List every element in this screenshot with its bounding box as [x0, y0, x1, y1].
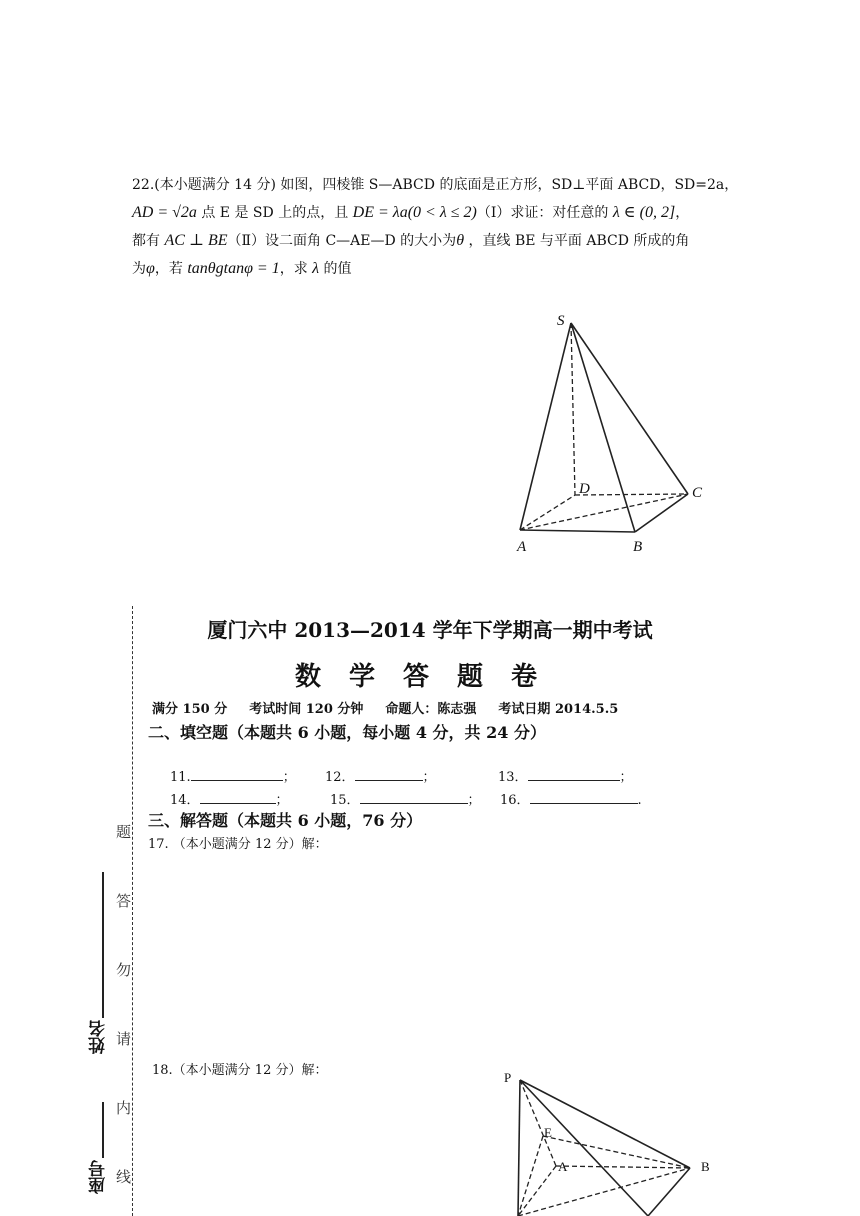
question-17-label: 17. （本小题满分 12 分）解：: [148, 837, 328, 852]
edge-a-left: [518, 1166, 556, 1216]
label-b: B: [633, 539, 643, 555]
q22-text: 为: [132, 261, 146, 277]
edge-sc: [571, 323, 688, 494]
math-lambda-range: λ ∈ (0, 2]: [612, 204, 676, 221]
answer-line[interactable]: [200, 791, 276, 804]
label-p: P: [504, 1070, 512, 1085]
question-22: [132, 172, 742, 283]
label-b-2: B: [701, 1159, 710, 1174]
edge-ab: [520, 530, 635, 532]
margin-char: 请: [116, 1030, 132, 1048]
blank-number: 16．: [500, 793, 530, 808]
label-a-2: A: [558, 1159, 568, 1174]
blank-16[interactable]: [500, 789, 642, 808]
blank-11[interactable]: [170, 766, 296, 785]
info-author: 命题人：陈志强: [385, 702, 477, 717]
edge-sa: [520, 323, 571, 530]
seat-label: 座号: [89, 1160, 109, 1194]
q22-line-4: [132, 255, 742, 283]
blank-separator: ；: [282, 770, 296, 785]
blank-separator: ；: [619, 770, 633, 785]
blank-number: 12．: [325, 770, 355, 785]
q22-text: （Ⅰ）求证：对任意的: [476, 205, 613, 221]
edge-sd: [571, 323, 575, 495]
answer-line[interactable]: [530, 791, 638, 804]
info-date: 考试日期 2014.5.5: [498, 702, 619, 717]
seat-field-line[interactable]: [102, 1102, 104, 1158]
answer-line[interactable]: [528, 768, 620, 781]
pyramid-figure-p: [498, 1066, 728, 1216]
label-c: C: [692, 485, 703, 501]
blank-15[interactable]: [330, 789, 481, 808]
q22-text: 都有: [132, 233, 165, 249]
info-score: 满分 150 分: [152, 702, 228, 717]
label-a: A: [517, 539, 527, 555]
label-d: D: [579, 481, 590, 497]
section-2-heading: 二、填空题（本题共 6 小题，每小题 4 分，共 24 分）: [148, 723, 546, 742]
q22-text: ，求: [279, 261, 313, 277]
blank-14[interactable]: [170, 789, 289, 808]
pyramid-figure-s-abcd: [500, 305, 730, 565]
binding-dashed-line: [132, 606, 133, 1216]
edge-sb: [571, 323, 635, 532]
answer-sheet-title: 数学答题卷: [294, 662, 565, 692]
blank-12[interactable]: [325, 766, 436, 785]
margin-char: 题: [116, 823, 132, 841]
edge-pb: [520, 1080, 690, 1168]
math-theta: θ: [456, 232, 465, 249]
margin-char: 线: [116, 1168, 132, 1186]
q22-line-3: [132, 227, 742, 255]
math-ad: AD = √2a: [132, 204, 197, 221]
blank-number: 11.: [170, 770, 191, 785]
math-de: DE = λa(0 < λ ≤ 2): [352, 204, 477, 221]
edge-base-right: [648, 1168, 690, 1216]
blank-number: 13．: [498, 770, 528, 785]
margin-char: 内: [116, 1099, 132, 1117]
label-e: E: [544, 1125, 552, 1140]
q22-text: 的值: [319, 261, 352, 277]
q22-text: ，: [675, 205, 690, 221]
math-lambda: λ: [312, 260, 320, 277]
edge-dc: [575, 494, 688, 495]
q22-text: 点 E 是 SD 上的点，且: [196, 205, 353, 221]
math-phi: φ: [146, 260, 155, 277]
edge-p-left: [518, 1080, 520, 1216]
blank-number: 15．: [330, 793, 360, 808]
math-ac-perp-be: AC ⊥ BE: [164, 232, 228, 249]
answer-line[interactable]: [355, 768, 423, 781]
info-time: 考试时间 120 分钟: [249, 702, 364, 717]
blank-number: 14．: [170, 793, 200, 808]
blank-separator: ；: [467, 793, 481, 808]
margin-char: 勿: [116, 961, 132, 979]
section-3-heading: 三、解答题（本题共 6 小题，76 分）: [148, 811, 423, 830]
question-18-label: 18.（本小题满分 12 分）解：: [152, 1063, 328, 1078]
q22-line-1: 22.(本小题满分 14 分) 如图，四棱锥 S—ABCD 的底面是正方形，SD⊥平面 ABCD，SD=2a，: [132, 177, 739, 193]
blank-separator: ；: [422, 770, 436, 785]
exam-info: [152, 698, 618, 717]
q22-text: （Ⅱ）设二面角 C—AE—D 的大小为: [227, 233, 457, 249]
diagonal-base: [518, 1168, 690, 1216]
segment-e-left: [518, 1136, 543, 1216]
blank-separator: ；: [275, 793, 289, 808]
blank-13[interactable]: [498, 766, 633, 785]
margin-char: 答: [116, 892, 132, 910]
answer-line[interactable]: [360, 791, 468, 804]
exam-title: 厦门六中 2013—2014 学年下学期高一期中考试: [207, 618, 653, 642]
edge-ab-2: [556, 1166, 690, 1168]
label-s: S: [557, 313, 565, 329]
q22-text: ，直线 BE 与平面 ABCD 所成的角: [464, 233, 690, 249]
blank-separator: .: [637, 793, 642, 808]
math-tan-product: tanθgtanφ = 1: [187, 260, 280, 277]
q22-text: ，若: [154, 261, 188, 277]
q22-line-2: [132, 199, 742, 227]
answer-line[interactable]: [191, 768, 283, 781]
name-label: 姓名: [89, 1020, 109, 1054]
name-field-line[interactable]: [102, 872, 104, 1018]
